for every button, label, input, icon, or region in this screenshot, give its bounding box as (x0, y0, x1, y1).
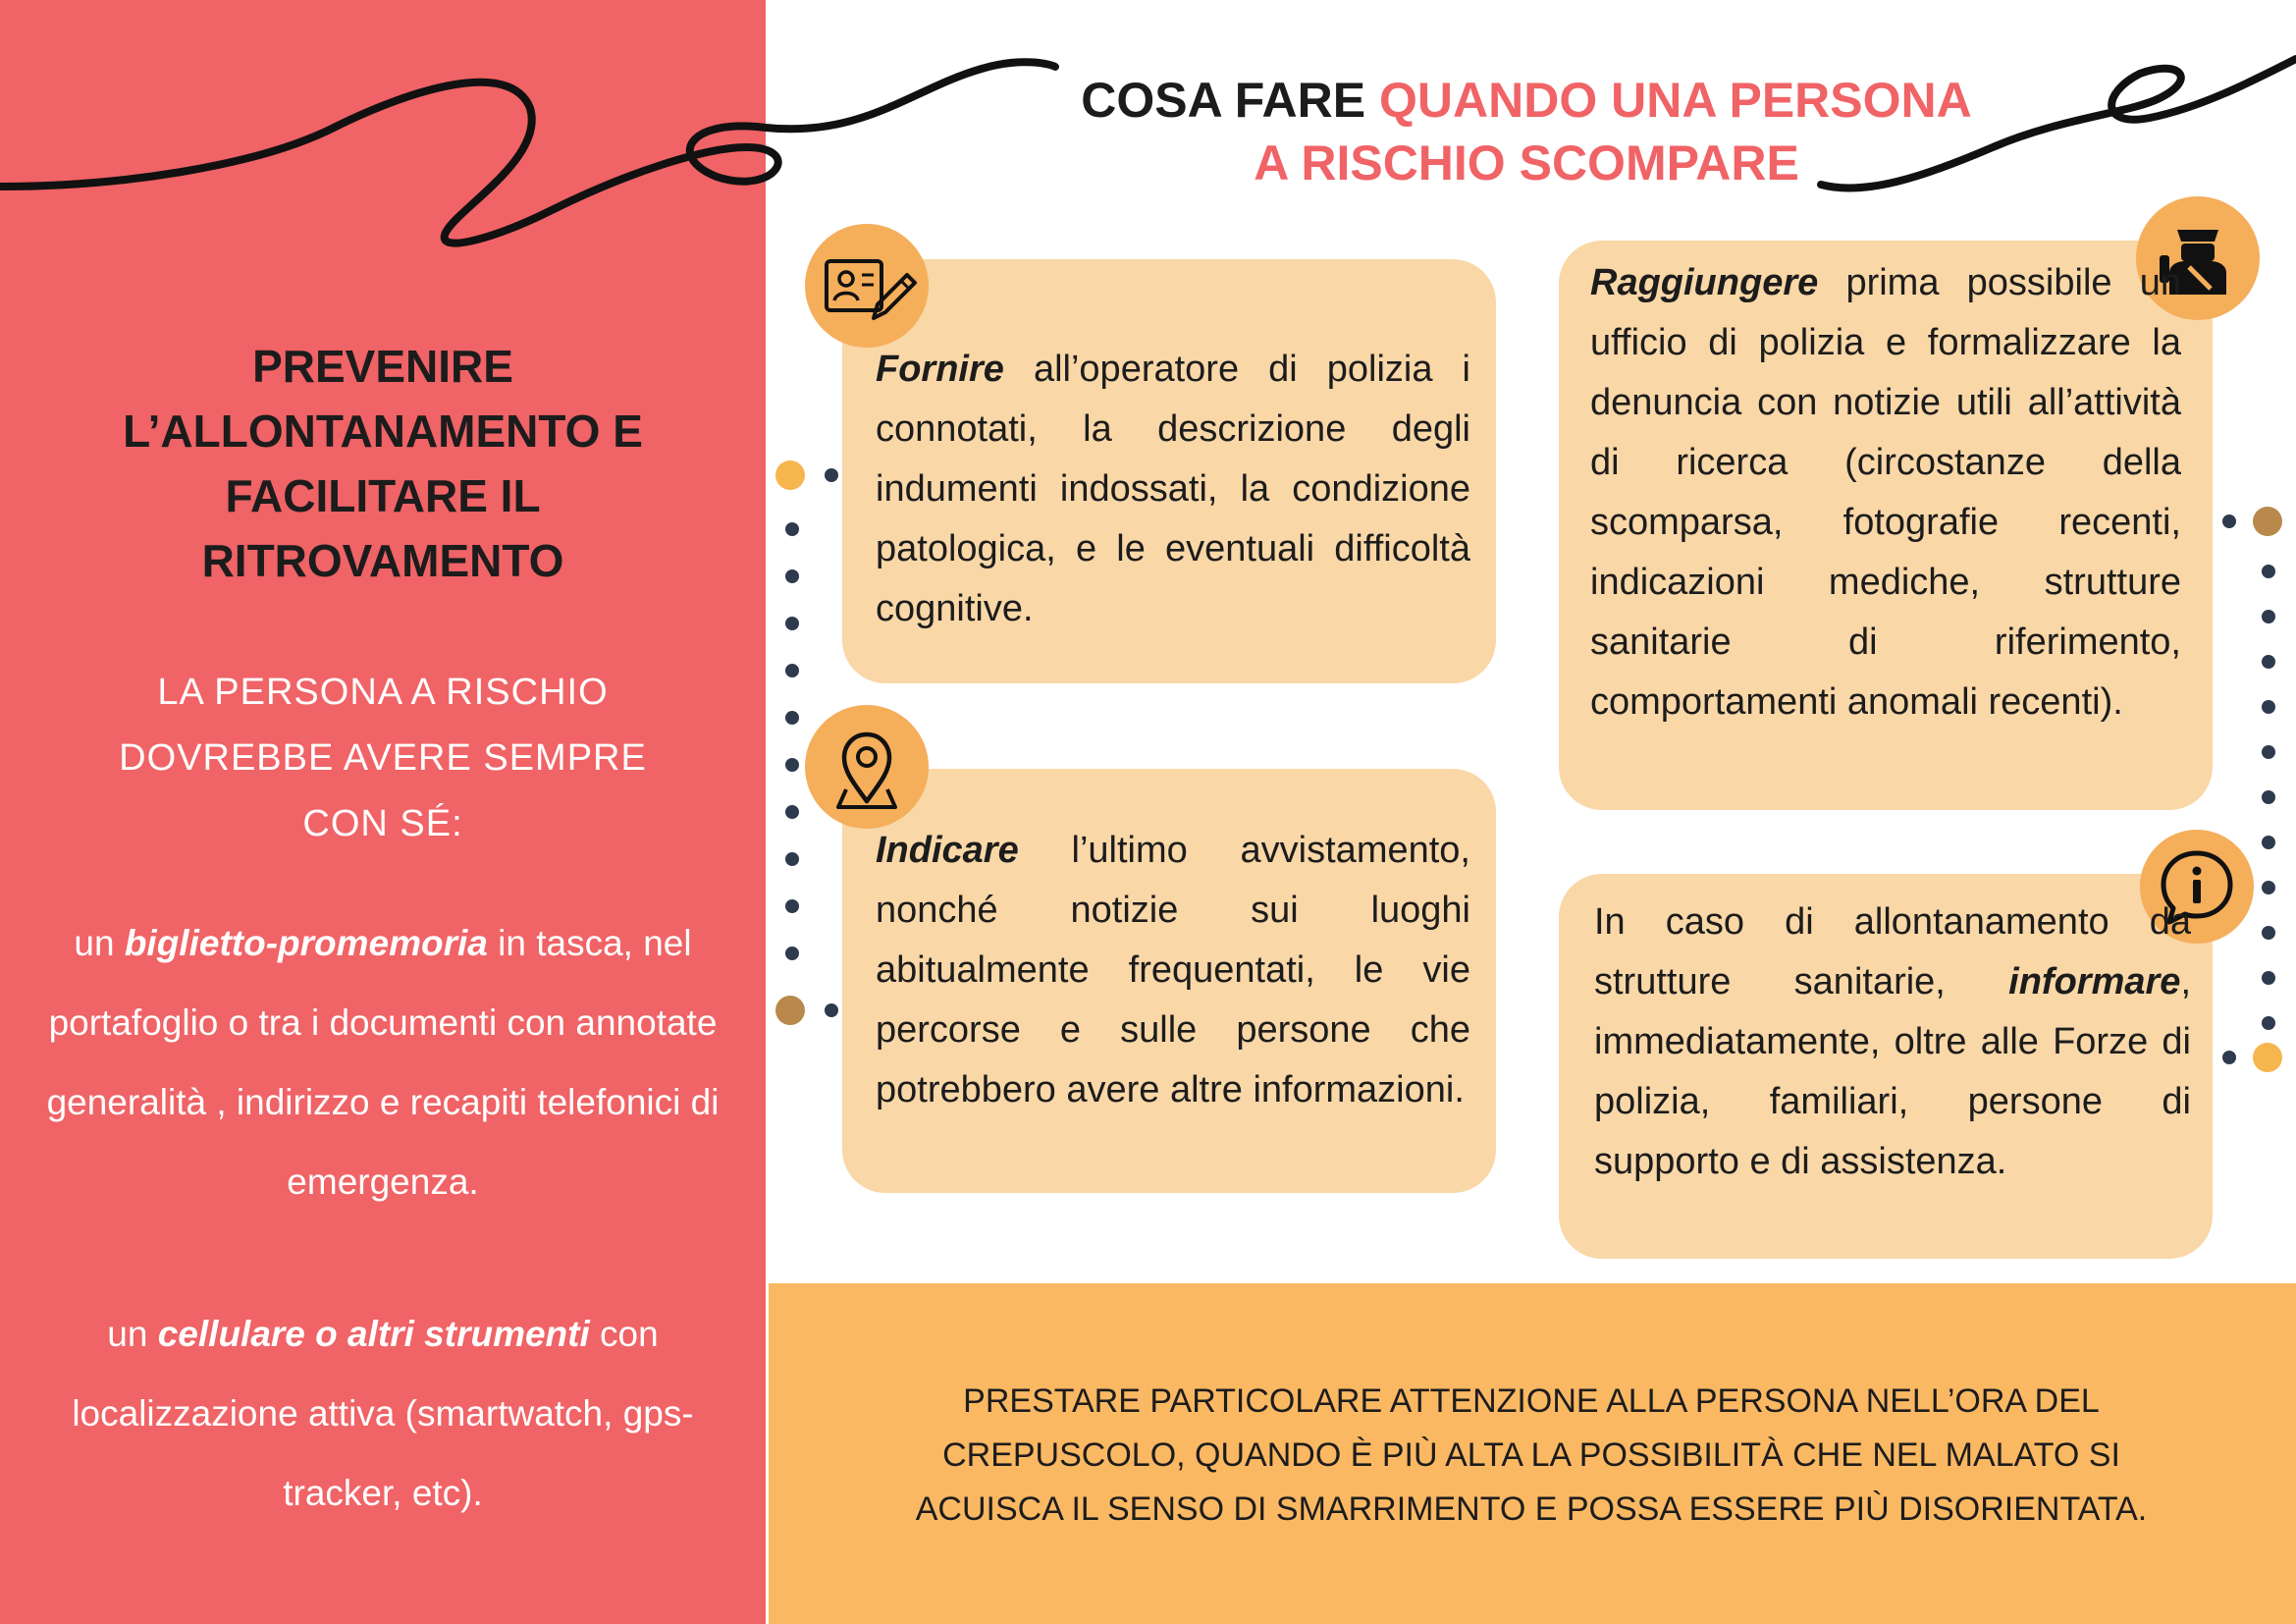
connector-dot (2262, 790, 2275, 804)
page-title: COSA FARE QUANDO UNA PERSONA A RISCHIO SCOMPARE (1081, 73, 1972, 190)
left-subtitle (59, 660, 707, 857)
connector-dot (785, 522, 799, 536)
left-title-line: FACILITARE IL (225, 470, 541, 521)
connector-dot (785, 805, 799, 819)
phone-tracker-paragraph: un cellulare o altri strumenti con localizzazione attiva (smartwatch, gps-tracker, etc). (72, 1314, 694, 1513)
connector-dot (2222, 514, 2236, 528)
left-title-line: PREVENIRE (252, 341, 513, 392)
connector-dot (2253, 1043, 2282, 1072)
connector-dot (2222, 1051, 2236, 1064)
connector-dot (2253, 507, 2282, 536)
twilight-warning (864, 1375, 2199, 1537)
connector-dot (2262, 655, 2275, 669)
connector-dot (825, 1003, 838, 1017)
connector-dot (785, 617, 799, 630)
connector-dot (825, 468, 838, 482)
connector-dot (775, 460, 805, 490)
connector-dot (2262, 700, 2275, 714)
card-raggiungere-text: Raggiungere prima possibile un ufficio di polizia e formalizzare la denuncia con notizie utili all’attività di ricerca (circostanze della scomparsa, fotografie recenti, indicazioni mediche, strutture sanitarie di riferimento, comportamenti anomali recenti). (1590, 262, 2181, 723)
id-card-pencil-icon (805, 224, 929, 348)
connector-dot (2262, 745, 2275, 759)
connector-dot (2262, 971, 2275, 985)
twilight-warning-line: CREPUSCOLO, QUANDO È PIÙ ALTA LA POSSIBILITÀ CHE NEL MALATO SI (942, 1436, 2120, 1474)
reminder-note-keyword: biglietto-promemoria (124, 923, 488, 963)
connector-dot (785, 947, 799, 960)
connector-dot (785, 664, 799, 677)
connector-dot (785, 711, 799, 725)
left-title-line: L’ALLONTANAMENTO E (123, 406, 643, 457)
left-title-line: RITROVAMENTO (201, 535, 564, 586)
card-fornire-text: Fornire all’operatore di polizia i connotati, la descrizione degli indumenti indossati, la condizione patologica, e le eventuali difficoltà cognitive. (876, 349, 1470, 629)
card-informare-text: In caso di allontanamento da strutture sanitarie, informare, immediatamente, oltre alle Forze di polizia, familiari, persone di supporto e di assistenza. (1594, 901, 2191, 1182)
left-subtitle-line: CON SÉ: (302, 803, 463, 844)
twilight-warning-line: PRESTARE PARTICOLARE ATTENZIONE ALLA PERSONA NELL’ORA DEL (963, 1382, 2100, 1420)
location-pin-icon (805, 705, 929, 829)
connector-dot (775, 996, 805, 1025)
reminder-note-paragraph: un biglietto-promemoria in tasca, nel portafoglio o tra i documenti con annotate generalità , indirizzo e recapiti telefonici di emergenza. (46, 923, 720, 1202)
connector-dot (785, 758, 799, 772)
connector-dot (2262, 1016, 2275, 1030)
connector-dot (785, 899, 799, 913)
left-subtitle-line: DOVREBBE AVERE SEMPRE (119, 737, 647, 779)
left-title (39, 334, 726, 593)
left-subtitle-line: LA PERSONA A RISCHIO (157, 672, 609, 713)
phone-tracker-keyword: cellulare o altri strumenti (157, 1314, 590, 1354)
connector-dot (2262, 610, 2275, 623)
twilight-warning-line: ACUISCA IL SENSO DI SMARRIMENTO E POSSA ESSERE PIÙ DISORIENTATA. (915, 1490, 2148, 1528)
connector-dot (2262, 881, 2275, 894)
connector-dot (2262, 565, 2275, 578)
connector-dot (785, 852, 799, 866)
connector-dot (785, 569, 799, 583)
connector-dot (2262, 836, 2275, 849)
connector-dot (2262, 926, 2275, 940)
card-indicare-text: Indicare l’ultimo avvistamento, nonché notizie sui luoghi abitualmente frequentati, le vie percorse e sulle persone che potrebbero avere altre informazioni. (876, 830, 1470, 1110)
